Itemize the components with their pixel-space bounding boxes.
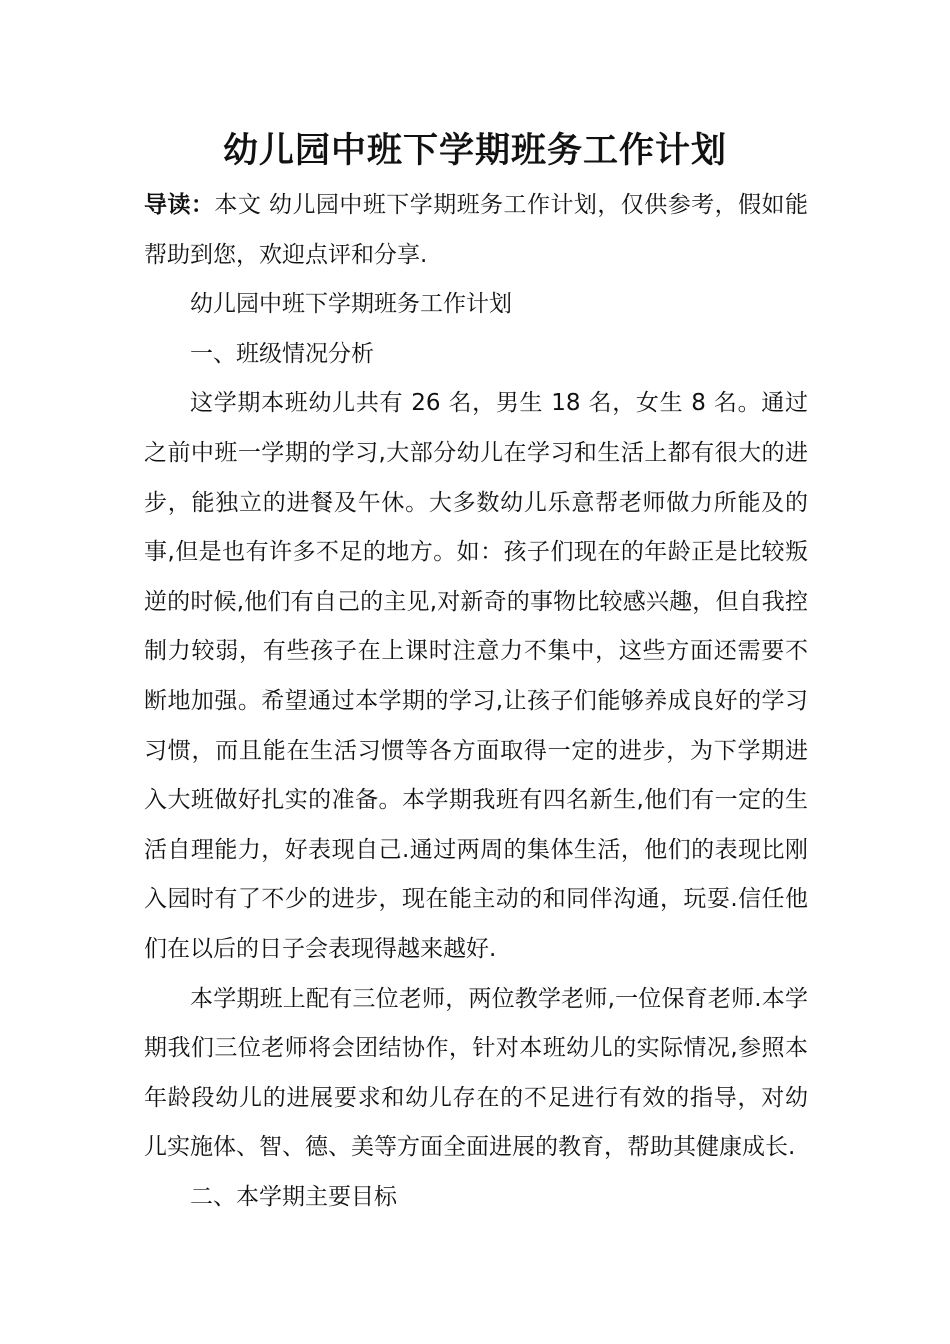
intro-paragraph [144, 181, 808, 280]
document-body [144, 181, 808, 1222]
section-heading-1: 一、班级情况分析 [190, 340, 374, 367]
body-paragraph-1: 这学期本班幼儿共有 26 名，男生 18 名，女生 8 名。通过之前中班一学期的学习,大部分幼儿在学习和生活上都有很大的进步，能独立的进餐及午休。大多数幼儿乐意帮老师做力所能及的事,但是也有许多不足的地方。如：孩子们现在的年龄正是比较叛逆的时候,他们有自己的主见,对新奇的事物比较感兴趣，但自我控制力较弱，有些孩子在上课时注意力不集中，这些方面还需要不断地加强。希望通过本学期的学习,让孩子们能够养成良好的学习习惯，而且能在生活习惯等各方面取得一定的进步，为下学期进入大班做好扎实的准备。本学期我班有四名新生,他们有一定的生活自理能力，好表现自己.通过两周的集体生活，他们的表现比刚入园时有了不少的进步，现在能主动的和同伴沟通，玩耍.信任他们在以后的日子会表现得越来越好. [144, 390, 808, 962]
section-heading-2: 二、本学期主要目标 [190, 1183, 397, 1210]
document-title: 幼儿园中班下学期班务工作计划 [222, 131, 727, 171]
intro-label: 导读： [144, 192, 215, 218]
body-paragraph-2: 本学期班上配有三位老师，两位教学老师,一位保育老师.本学期我们三位老师将会团结协作，针对本班幼儿的实际情况,参照本年龄段幼儿的进展要求和幼儿存在的不足进行有效的指导，对幼儿实施体、智、德、美等方面全面进展的教育，帮助其健康成长. [144, 985, 808, 1161]
document-subtitle: 幼儿园中班下学期班务工作计划 [190, 291, 512, 318]
intro-text: 本文 幼儿园中班下学期班务工作计划，仅供参考，假如能帮助到您，欢迎点评和分享. [144, 192, 808, 268]
